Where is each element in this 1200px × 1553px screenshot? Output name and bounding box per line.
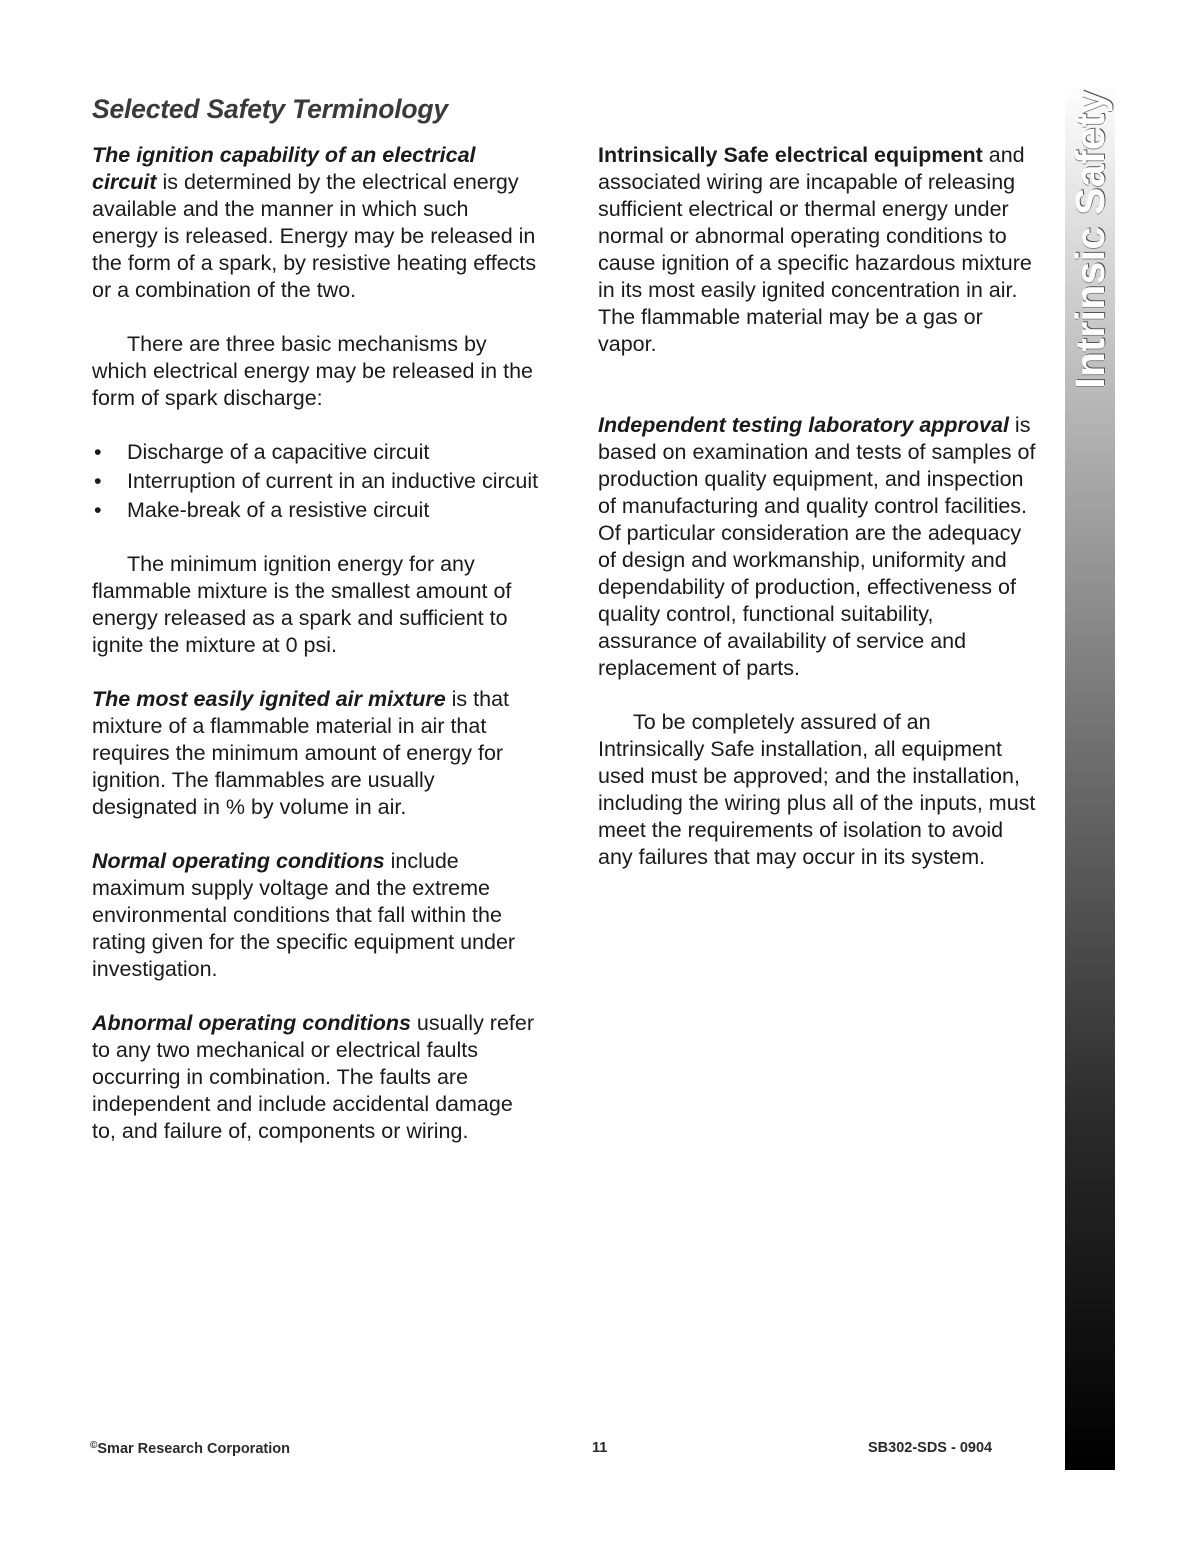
term-easily-ignited-mixture: The most easily ignited air mixture [92, 687, 446, 711]
bullet-icon: • [94, 469, 102, 493]
list-item [92, 468, 540, 495]
minimum-ignition-energy-paragraph: The minimum ignition energy for any flammable mixture is the smallest amount of energy released as a spark and sufficient to ignite the mixture at 0 psi. [92, 552, 512, 657]
assurance-paragraph: To be completely assured of an Intrinsically Safe installation, all equipment used must be approved; and the installation, including the wiring plus all of the inputs, must meet the requirements of isolation to avoid any failures that may occur in its system. [598, 710, 1036, 869]
list-item [92, 497, 540, 524]
list-item [92, 439, 540, 466]
normal-conditions-text: include maximum supply voltage and the extreme environmental conditions that fall within the rating given for the specific equipment under investigation. [92, 849, 516, 981]
intrinsically-safe-paragraph [598, 142, 1038, 358]
term-intrinsically-safe: Intrinsically Safe electrical equipment [598, 143, 983, 167]
page-title: Selected Safety Terminology [92, 94, 448, 124]
copyright-icon: © [90, 1440, 98, 1451]
right-column [598, 142, 1038, 898]
list-item-text: Make-break of a resistive circuit [127, 498, 430, 522]
bullet-icon: • [94, 440, 102, 464]
lab-approval-text: is based on examination and tests of samples of production quality equipment, and inspection of manufacturing and quality control facilities. Of particular consideration are the adequacy of design and workmanship, uniformity and dependability of production, effectiveness of quality control, functional suitability, assurance of availability of service and replacement of parts. [598, 413, 1036, 680]
ignition-capability-paragraph [92, 142, 540, 304]
term-ignition-capability: The ignition capability of an electrical circuit [92, 143, 476, 194]
footer-page-number: 11 [592, 1440, 608, 1456]
left-column [92, 142, 540, 1172]
mechanisms-list [92, 439, 540, 524]
list-item-text: Discharge of a capacitive circuit [127, 440, 430, 464]
footer-company: Smar Research Corporation [97, 1441, 290, 1457]
list-item-text: Interruption of current in an inductive circuit [127, 469, 539, 493]
term-abnormal-conditions: Abnormal operating conditions [92, 1011, 411, 1035]
ignition-capability-text: is determined by the electrical energy available and the manner in which such energy is released. Energy may be released in the form of a spark, by resistive heating effects or a combination of the two. [92, 170, 537, 302]
easily-ignited-mixture-paragraph [92, 686, 540, 821]
footer-copyright [90, 1440, 290, 1457]
side-tab [1065, 82, 1115, 1470]
normal-conditions-paragraph [92, 848, 540, 983]
mechanisms-intro-paragraph: There are three basic mechanisms by which electrical energy may be released in the form of spark discharge: [92, 332, 533, 410]
term-normal-conditions: Normal operating conditions [92, 849, 385, 873]
intrinsically-safe-text: and associated wiring are incapable of releasing sufficient electrical or thermal energy under normal or abnormal operating conditions to cause ignition of a specific hazardous mixture in its most easily ignited concentration in air. The flammable material may be a gas or vapor. [598, 143, 1032, 356]
side-tab-label: Intrinsic Safety [1067, 90, 1113, 389]
abnormal-conditions-text: usually refer to any two mechanical or electrical faults occurring in combination. The faults are independent and include accidental damage to, and failure of, components or wiring. [92, 1011, 535, 1143]
footer-doc-code: SB302-SDS - 0904 [868, 1440, 993, 1456]
easily-ignited-mixture-text: is that mixture of a flammable material in air that requires the minimum amount of energy for ignition. The flammables are usually designated in % by volume in air. [92, 687, 510, 819]
bullet-icon: • [94, 498, 102, 522]
term-lab-approval: Independent testing laboratory approval [598, 413, 1009, 437]
abnormal-conditions-paragraph [92, 1010, 540, 1145]
lab-approval-paragraph [598, 412, 1038, 682]
